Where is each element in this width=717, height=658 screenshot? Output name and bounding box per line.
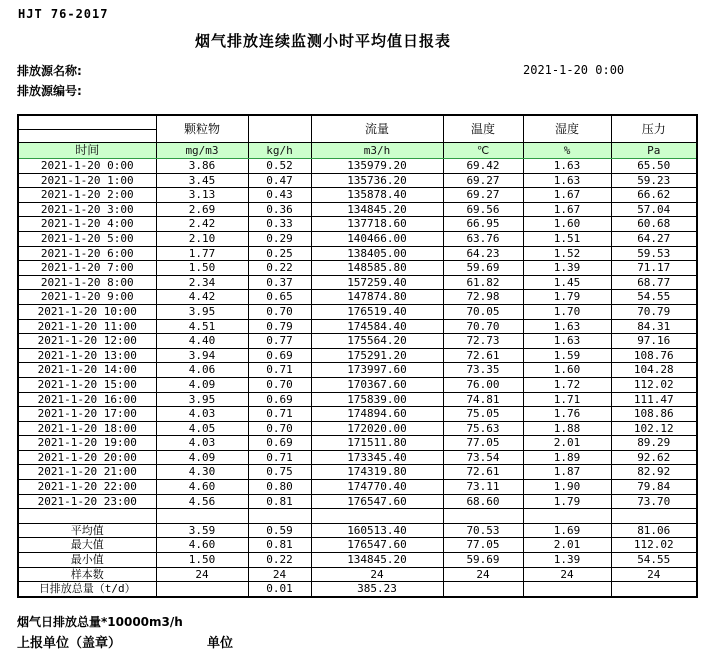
row-value: 135878.40 xyxy=(311,188,443,203)
summary-value: 4.60 xyxy=(156,538,248,553)
spacer-cell xyxy=(311,509,443,524)
row-value: 4.51 xyxy=(156,319,248,334)
row-value: 0.77 xyxy=(248,334,311,349)
header-temperature: 温度 xyxy=(443,115,523,143)
row-time: 2021-1-20 16:00 xyxy=(18,392,156,407)
row-time: 2021-1-20 6:00 xyxy=(18,246,156,261)
summary-value: 385.23 xyxy=(311,582,443,597)
row-value: 140466.00 xyxy=(311,231,443,246)
row-value: 174584.40 xyxy=(311,319,443,334)
row-value: 60.68 xyxy=(611,217,697,232)
table-row xyxy=(18,275,697,290)
row-value: 1.76 xyxy=(523,407,611,422)
row-value: 3.86 xyxy=(156,159,248,174)
spacer-cell xyxy=(248,509,311,524)
row-value: 1.51 xyxy=(523,231,611,246)
row-value: 66.62 xyxy=(611,188,697,203)
report-table xyxy=(17,114,698,598)
row-value: 4.60 xyxy=(156,480,248,495)
footer-note: 烟气日排放总量*10000m3/h xyxy=(17,615,183,629)
row-value: 147874.80 xyxy=(311,290,443,305)
summary-value xyxy=(523,582,611,597)
summary-label: 样本数 xyxy=(18,567,156,582)
row-value: 79.84 xyxy=(611,480,697,495)
row-value: 134845.20 xyxy=(311,202,443,217)
row-value: 1.50 xyxy=(156,261,248,276)
row-value: 69.42 xyxy=(443,159,523,174)
row-value: 148585.80 xyxy=(311,261,443,276)
row-value: 97.16 xyxy=(611,334,697,349)
row-value: 72.73 xyxy=(443,334,523,349)
row-time: 2021-1-20 4:00 xyxy=(18,217,156,232)
row-value: 4.56 xyxy=(156,494,248,509)
row-value: 1.70 xyxy=(523,304,611,319)
row-value: 0.69 xyxy=(248,436,311,451)
unit-kg-h: kg/h xyxy=(248,143,311,159)
row-value: 72.61 xyxy=(443,465,523,480)
row-value: 0.52 xyxy=(248,159,311,174)
unit-header-row xyxy=(18,143,697,159)
spacer-cell xyxy=(156,509,248,524)
row-time: 2021-1-20 12:00 xyxy=(18,334,156,349)
unit-label: 单位 xyxy=(207,636,234,651)
table-row xyxy=(18,188,697,203)
row-value: 82.92 xyxy=(611,465,697,480)
table-row xyxy=(18,173,697,188)
row-value: 1.67 xyxy=(523,188,611,203)
row-value: 102.12 xyxy=(611,421,697,436)
row-value: 59.53 xyxy=(611,246,697,261)
summary-value: 0.59 xyxy=(248,523,311,538)
row-value: 76.00 xyxy=(443,377,523,392)
row-value: 0.69 xyxy=(248,392,311,407)
row-time: 2021-1-20 13:00 xyxy=(18,348,156,363)
summary-value: 81.06 xyxy=(611,523,697,538)
summary-value: 24 xyxy=(611,567,697,582)
table-row xyxy=(18,377,697,392)
row-value: 1.63 xyxy=(523,173,611,188)
spacer-cell xyxy=(18,509,156,524)
row-value: 0.71 xyxy=(248,363,311,378)
row-value: 0.47 xyxy=(248,173,311,188)
row-value: 3.13 xyxy=(156,188,248,203)
summary-value: 24 xyxy=(311,567,443,582)
row-value: 175291.20 xyxy=(311,348,443,363)
row-time: 2021-1-20 0:00 xyxy=(18,159,156,174)
table-row xyxy=(18,480,697,495)
row-value: 175564.20 xyxy=(311,334,443,349)
time-header: 时间 xyxy=(18,143,156,159)
row-time: 2021-1-20 21:00 xyxy=(18,465,156,480)
row-value: 112.02 xyxy=(611,377,697,392)
row-value: 174770.40 xyxy=(311,480,443,495)
row-value: 1.63 xyxy=(523,159,611,174)
row-time: 2021-1-20 8:00 xyxy=(18,275,156,290)
row-time: 2021-1-20 9:00 xyxy=(18,290,156,305)
row-value: 4.03 xyxy=(156,436,248,451)
summary-value: 0.22 xyxy=(248,553,311,568)
header-pressure: 压力 xyxy=(611,115,697,143)
unit-celsius: ℃ xyxy=(443,143,523,159)
row-value: 1.79 xyxy=(523,494,611,509)
summary-label: 最大值 xyxy=(18,538,156,553)
summary-value: 1.39 xyxy=(523,553,611,568)
source-name-label: 排放源名称: xyxy=(17,64,82,78)
row-value: 0.75 xyxy=(248,465,311,480)
summary-row xyxy=(18,538,697,553)
row-value: 3.45 xyxy=(156,173,248,188)
unit-percent: % xyxy=(523,143,611,159)
row-value: 0.25 xyxy=(248,246,311,261)
row-value: 64.23 xyxy=(443,246,523,261)
row-value: 1.79 xyxy=(523,290,611,305)
row-value: 74.81 xyxy=(443,392,523,407)
row-value: 0.70 xyxy=(248,421,311,436)
summary-value: 134845.20 xyxy=(311,553,443,568)
summary-value: 1.50 xyxy=(156,553,248,568)
row-value: 2.10 xyxy=(156,231,248,246)
row-value: 2.01 xyxy=(523,436,611,451)
row-time: 2021-1-20 10:00 xyxy=(18,304,156,319)
row-value: 68.77 xyxy=(611,275,697,290)
header-empty-bottom-cell xyxy=(18,130,156,143)
table-row xyxy=(18,363,697,378)
row-value: 170367.60 xyxy=(311,377,443,392)
table-row xyxy=(18,421,697,436)
row-value: 61.82 xyxy=(443,275,523,290)
row-time: 2021-1-20 3:00 xyxy=(18,202,156,217)
row-value: 4.09 xyxy=(156,377,248,392)
row-value: 1.59 xyxy=(523,348,611,363)
table-row xyxy=(18,334,697,349)
table-row xyxy=(18,450,697,465)
standard-code: HJT 76-2017 xyxy=(18,7,109,21)
row-value: 69.27 xyxy=(443,188,523,203)
row-value: 75.05 xyxy=(443,407,523,422)
row-time: 2021-1-20 23:00 xyxy=(18,494,156,509)
row-value: 0.81 xyxy=(248,494,311,509)
summary-value: 24 xyxy=(443,567,523,582)
row-value: 1.71 xyxy=(523,392,611,407)
spacer-row xyxy=(18,509,697,524)
row-value: 1.67 xyxy=(523,202,611,217)
report-datetime: 2021-1-20 0:00 xyxy=(523,63,625,77)
row-time: 2021-1-20 7:00 xyxy=(18,261,156,276)
row-value: 3.95 xyxy=(156,304,248,319)
row-value: 1.63 xyxy=(523,319,611,334)
row-value: 4.06 xyxy=(156,363,248,378)
row-value: 1.87 xyxy=(523,465,611,480)
row-value: 2.34 xyxy=(156,275,248,290)
row-value: 54.55 xyxy=(611,290,697,305)
table-row xyxy=(18,231,697,246)
summary-value: 3.59 xyxy=(156,523,248,538)
summary-value: 112.02 xyxy=(611,538,697,553)
summary-value: 54.55 xyxy=(611,553,697,568)
table-row xyxy=(18,261,697,276)
table-row xyxy=(18,436,697,451)
row-value: 1.90 xyxy=(523,480,611,495)
row-value: 84.31 xyxy=(611,319,697,334)
table-row xyxy=(18,290,697,305)
row-value: 138405.00 xyxy=(311,246,443,261)
report-title: 烟气排放连续监测小时平均值日报表 xyxy=(194,32,451,50)
row-value: 171511.80 xyxy=(311,436,443,451)
row-value: 72.98 xyxy=(443,290,523,305)
row-value: 70.05 xyxy=(443,304,523,319)
row-value: 174894.60 xyxy=(311,407,443,422)
row-time: 2021-1-20 18:00 xyxy=(18,421,156,436)
table-row xyxy=(18,217,697,232)
summary-label: 日排放总量（t/d） xyxy=(18,582,156,597)
row-value: 0.71 xyxy=(248,450,311,465)
summary-row xyxy=(18,567,697,582)
row-value: 2.69 xyxy=(156,202,248,217)
summary-value: 77.05 xyxy=(443,538,523,553)
row-value: 0.70 xyxy=(248,304,311,319)
row-value: 0.70 xyxy=(248,377,311,392)
group-header-row xyxy=(18,115,697,130)
row-value: 108.76 xyxy=(611,348,697,363)
row-value: 89.29 xyxy=(611,436,697,451)
row-time: 2021-1-20 2:00 xyxy=(18,188,156,203)
row-value: 92.62 xyxy=(611,450,697,465)
summary-value: 24 xyxy=(523,567,611,582)
row-value: 108.86 xyxy=(611,407,697,422)
header-flow: 流量 xyxy=(311,115,443,143)
table-row xyxy=(18,159,697,174)
row-value: 3.95 xyxy=(156,392,248,407)
summary-value: 24 xyxy=(156,567,248,582)
row-value: 1.45 xyxy=(523,275,611,290)
row-value: 135979.20 xyxy=(311,159,443,174)
report-unit-label: 上报单位（盖章） xyxy=(17,636,122,651)
summary-value: 1.69 xyxy=(523,523,611,538)
row-value: 77.05 xyxy=(443,436,523,451)
row-value: 4.05 xyxy=(156,421,248,436)
row-value: 173997.60 xyxy=(311,363,443,378)
summary-value: 70.53 xyxy=(443,523,523,538)
row-value: 172020.00 xyxy=(311,421,443,436)
row-time: 2021-1-20 11:00 xyxy=(18,319,156,334)
row-value: 0.69 xyxy=(248,348,311,363)
summary-value: 2.01 xyxy=(523,538,611,553)
table-row xyxy=(18,465,697,480)
row-value: 1.72 xyxy=(523,377,611,392)
row-value: 70.79 xyxy=(611,304,697,319)
summary-row xyxy=(18,523,697,538)
row-value: 176519.40 xyxy=(311,304,443,319)
row-value: 0.36 xyxy=(248,202,311,217)
row-time: 2021-1-20 14:00 xyxy=(18,363,156,378)
row-value: 111.47 xyxy=(611,392,697,407)
summary-value: 176547.60 xyxy=(311,538,443,553)
spacer-cell xyxy=(523,509,611,524)
row-value: 0.37 xyxy=(248,275,311,290)
row-value: 0.22 xyxy=(248,261,311,276)
row-value: 4.03 xyxy=(156,407,248,422)
row-time: 2021-1-20 5:00 xyxy=(18,231,156,246)
summary-value: 59.69 xyxy=(443,553,523,568)
row-value: 1.39 xyxy=(523,261,611,276)
row-time: 2021-1-20 15:00 xyxy=(18,377,156,392)
row-value: 176547.60 xyxy=(311,494,443,509)
row-value: 57.04 xyxy=(611,202,697,217)
table-row xyxy=(18,304,697,319)
row-value: 137718.60 xyxy=(311,217,443,232)
row-value: 73.11 xyxy=(443,480,523,495)
unit-mg-m3: mg/m3 xyxy=(156,143,248,159)
row-value: 1.89 xyxy=(523,450,611,465)
table-row xyxy=(18,494,697,509)
spacer-cell xyxy=(443,509,523,524)
summary-value: 0.01 xyxy=(248,582,311,597)
row-value: 0.29 xyxy=(248,231,311,246)
table-row xyxy=(18,319,697,334)
row-value: 68.60 xyxy=(443,494,523,509)
header-humidity: 湿度 xyxy=(523,115,611,143)
row-value: 173345.40 xyxy=(311,450,443,465)
row-value: 4.09 xyxy=(156,450,248,465)
row-time: 2021-1-20 1:00 xyxy=(18,173,156,188)
row-value: 0.43 xyxy=(248,188,311,203)
spacer-cell xyxy=(611,509,697,524)
row-value: 0.71 xyxy=(248,407,311,422)
summary-label: 平均值 xyxy=(18,523,156,538)
row-value: 1.52 xyxy=(523,246,611,261)
row-time: 2021-1-20 19:00 xyxy=(18,436,156,451)
summary-label: 最小值 xyxy=(18,553,156,568)
row-value: 66.95 xyxy=(443,217,523,232)
row-value: 157259.40 xyxy=(311,275,443,290)
row-value: 73.54 xyxy=(443,450,523,465)
row-value: 1.63 xyxy=(523,334,611,349)
summary-value: 160513.40 xyxy=(311,523,443,538)
table-row xyxy=(18,392,697,407)
row-value: 59.23 xyxy=(611,173,697,188)
source-id-label: 排放源编号: xyxy=(17,84,82,98)
summary-row xyxy=(18,553,697,568)
table-row xyxy=(18,348,697,363)
row-value: 71.17 xyxy=(611,261,697,276)
row-value: 75.63 xyxy=(443,421,523,436)
row-time: 2021-1-20 17:00 xyxy=(18,407,156,422)
row-value: 1.60 xyxy=(523,217,611,232)
row-value: 59.69 xyxy=(443,261,523,276)
row-value: 69.27 xyxy=(443,173,523,188)
row-value: 1.60 xyxy=(523,363,611,378)
header-particulate: 颗粒物 xyxy=(156,115,248,143)
table-row xyxy=(18,202,697,217)
row-value: 3.94 xyxy=(156,348,248,363)
summary-value: 24 xyxy=(248,567,311,582)
row-value: 104.28 xyxy=(611,363,697,378)
row-value: 0.65 xyxy=(248,290,311,305)
summary-value: 0.81 xyxy=(248,538,311,553)
unit-m3-h: m3/h xyxy=(311,143,443,159)
table-row xyxy=(18,407,697,422)
summary-row xyxy=(18,582,697,597)
table-row xyxy=(18,246,697,261)
summary-value xyxy=(156,582,248,597)
row-value: 1.88 xyxy=(523,421,611,436)
row-value: 4.30 xyxy=(156,465,248,480)
row-value: 65.50 xyxy=(611,159,697,174)
row-value: 2.42 xyxy=(156,217,248,232)
row-value: 0.80 xyxy=(248,480,311,495)
row-value: 174319.80 xyxy=(311,465,443,480)
summary-value xyxy=(611,582,697,597)
row-value: 1.77 xyxy=(156,246,248,261)
row-value: 64.27 xyxy=(611,231,697,246)
row-value: 73.35 xyxy=(443,363,523,378)
row-value: 70.70 xyxy=(443,319,523,334)
row-value: 0.33 xyxy=(248,217,311,232)
row-value: 0.79 xyxy=(248,319,311,334)
unit-pa: Pa xyxy=(611,143,697,159)
row-value: 73.70 xyxy=(611,494,697,509)
row-value: 175839.00 xyxy=(311,392,443,407)
header-empty-kgh-cell xyxy=(248,115,311,143)
summary-value xyxy=(443,582,523,597)
row-value: 135736.20 xyxy=(311,173,443,188)
row-time: 2021-1-20 20:00 xyxy=(18,450,156,465)
row-time: 2021-1-20 22:00 xyxy=(18,480,156,495)
row-value: 4.42 xyxy=(156,290,248,305)
row-value: 69.56 xyxy=(443,202,523,217)
row-value: 63.76 xyxy=(443,231,523,246)
row-value: 4.40 xyxy=(156,334,248,349)
row-value: 72.61 xyxy=(443,348,523,363)
header-empty-top-cell xyxy=(18,115,156,130)
